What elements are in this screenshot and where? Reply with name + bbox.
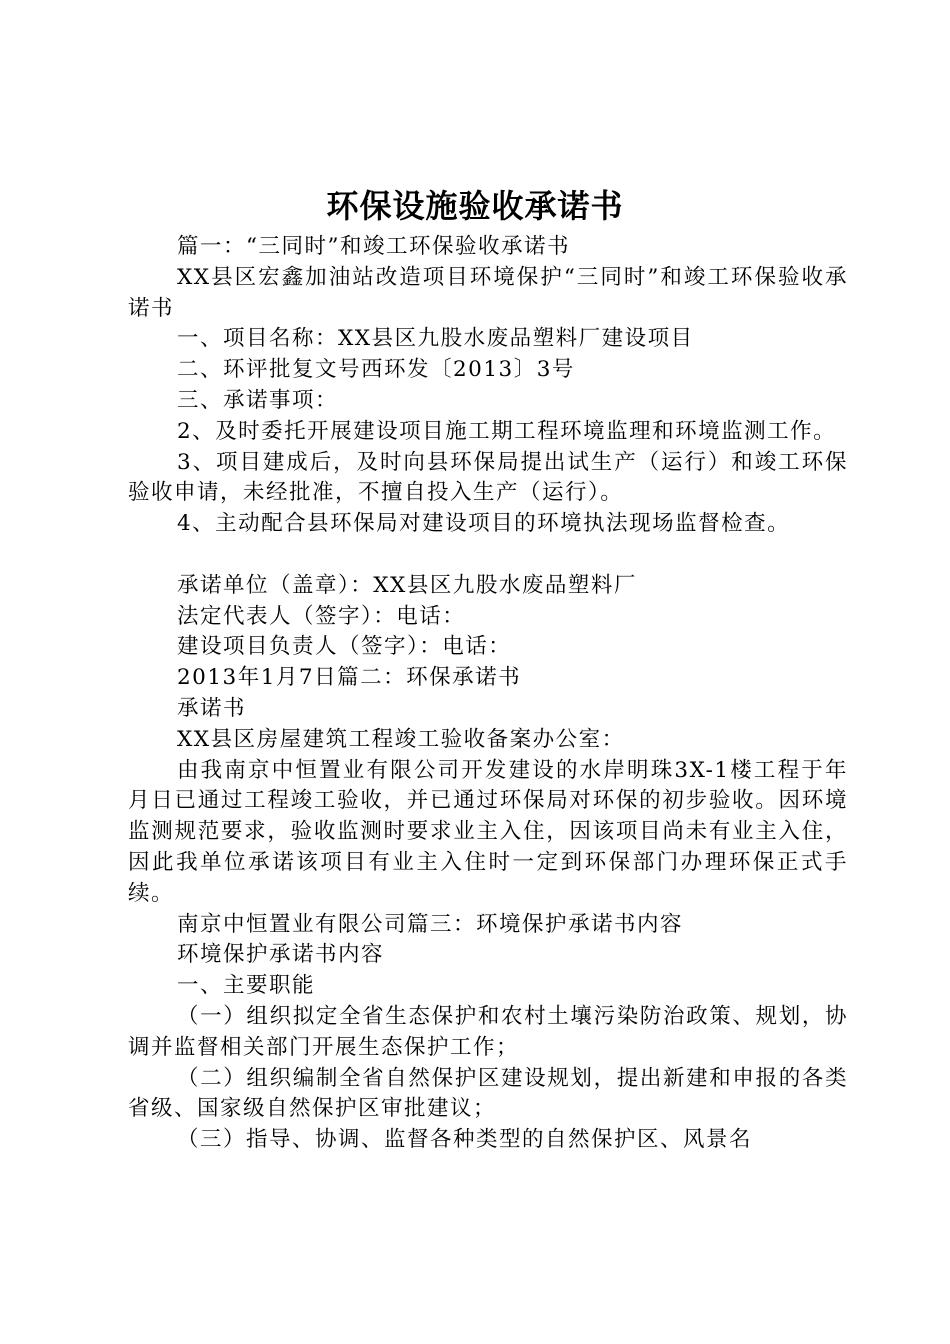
paragraph-2: XX县区宏鑫加油站改造项目环境保护“三同时”和竣工环保验收承诺书 xyxy=(128,264,848,321)
paragraph-11: 建设项目负责人（签字）：电话： xyxy=(177,634,512,660)
paragraph-18: 一、主要职能 xyxy=(177,973,316,999)
blank-line xyxy=(128,540,848,571)
paragraph-1: 篇一：“三同时”和竣工环保验收承诺书 xyxy=(177,234,570,259)
paragraph-8: 4、主动配合县环保局对建设项目的环境执法现场监督检查。 xyxy=(177,511,791,537)
paragraph-12: 2013年1月7日篇二：环保承诺书 xyxy=(177,665,522,691)
paragraph-9: 承诺单位（盖章）：XX县区九股水废品塑料厂 xyxy=(177,572,637,598)
document-title: 环保设施验收承诺书 xyxy=(326,187,624,225)
paragraph-15: 由我南京中恒置业有限公司开发建设的水岸明珠3X-1楼工程于年月日已通过工程竣工验收，并已通过环保局对环保的初步验收。因环境监测规范要求，验收监测时要求业主入住，因该项目尚未有业主入住，因此我单位承诺该项目有业主入住时一定到环保部门办理环保正式手续。 xyxy=(128,757,848,906)
paragraph-7: 3、项目建成后，及时向县环保局提出试生产（运行）和竣工环保验收申请，未经批准，不擅自投入生产（运行）。 xyxy=(128,449,848,506)
paragraph-17: 环境保护承诺书内容 xyxy=(177,942,385,968)
paragraph-3: 一、项目名称：XX县区九股水废品塑料厂建设项目 xyxy=(177,326,694,352)
paragraph-19: （一）组织拟定全省生态保护和农村土壤污染防治政策、规划，协调并监督相关部门开展生态保护工作； xyxy=(128,1003,848,1060)
paragraph-14: XX县区房屋建筑工程竣工验收备案办公室： xyxy=(177,726,625,752)
paragraph-13: 承诺书 xyxy=(177,695,247,721)
paragraph-6: 2、及时委托开展建设项目施工期工程环境监理和环境监测工作。 xyxy=(177,418,837,444)
paragraph-10: 法定代表人（签字）：电话： xyxy=(177,603,466,629)
paragraph-21: （三）指导、协调、监督各种类型的自然保护区、风景名 xyxy=(177,1127,753,1153)
paragraph-4: 二、环评批复文号西环发〔2013〕3号 xyxy=(177,357,575,383)
document-body xyxy=(128,232,848,1156)
paragraph-16: 南京中恒置业有限公司篇三：环境保护承诺书内容 xyxy=(177,911,684,937)
paragraph-20: （二）组织编制全省自然保护区建设规划，提出新建和申报的各类省级、国家级自然保护区审批建议； xyxy=(128,1065,848,1122)
paragraph-5: 三、承诺事项： xyxy=(177,387,339,413)
